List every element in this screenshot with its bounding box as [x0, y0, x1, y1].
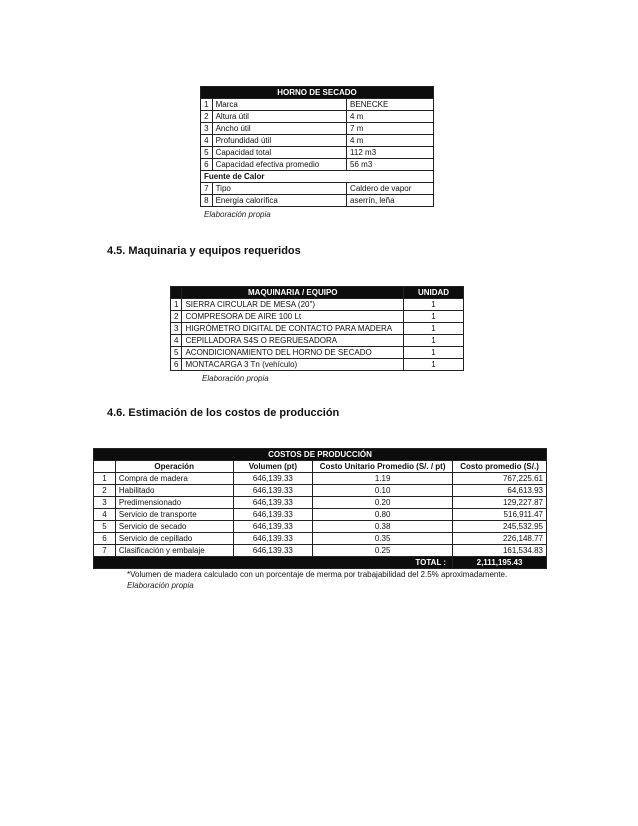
costos-source: Elaboración propia	[127, 581, 194, 590]
row-value: BENECKE	[347, 99, 434, 111]
row-costo-promedio: 64,613.93	[453, 485, 547, 497]
row-number: 6	[94, 533, 116, 545]
row-equipo: MONTACARGA 3 Tn (vehículo)	[182, 359, 404, 371]
table-row	[201, 123, 434, 135]
row-number: 4	[201, 135, 213, 147]
row-costo-promedio: 516,911.47	[453, 509, 547, 521]
row-label: Profundidad útil	[212, 135, 346, 147]
costos-header-volumen: Volumen (pt)	[233, 461, 313, 473]
row-label: Energía calorífica	[212, 195, 346, 207]
row-number: 3	[201, 123, 213, 135]
table-row	[201, 195, 434, 207]
row-number: 8	[201, 195, 213, 207]
maquinaria-header-equipo: MAQUINARIA / EQUIPO	[182, 287, 404, 299]
row-volumen: 646,139.33	[233, 485, 313, 497]
table-row	[94, 473, 547, 485]
table-row	[201, 183, 434, 195]
maquinaria-header-unidad: UNIDAD	[404, 287, 464, 299]
row-number: 6	[201, 159, 213, 171]
table-row	[201, 111, 434, 123]
table-row	[94, 521, 547, 533]
table-row	[201, 135, 434, 147]
table-row	[94, 545, 547, 557]
row-unidad: 1	[404, 359, 464, 371]
maquinaria-table	[170, 286, 464, 371]
row-operacion: Habilitado	[115, 485, 233, 497]
row-label: Altura útil	[212, 111, 346, 123]
row-volumen: 646,139.33	[233, 497, 313, 509]
row-costo-promedio: 161,534.83	[453, 545, 547, 557]
row-equipo: SIERRA CIRCULAR DE MESA (20")	[182, 299, 404, 311]
table-row	[171, 311, 464, 323]
row-costo-unitario: 0.25	[313, 545, 453, 557]
costos-header-operacion: Operación	[115, 461, 233, 473]
costos-header-num	[94, 461, 116, 473]
section-heading-4-5: 4.5. Maquinaria y equipos requeridos	[107, 245, 301, 257]
row-costo-promedio: 245,532.95	[453, 521, 547, 533]
row-volumen: 646,139.33	[233, 545, 313, 557]
costos-header-costo-promedio: Costo promedio (S/.)	[453, 461, 547, 473]
row-label: Marca	[212, 99, 346, 111]
row-number: 3	[94, 497, 116, 509]
row-costo-promedio: 129,227.87	[453, 497, 547, 509]
costos-total-label: TOTAL :	[94, 557, 453, 569]
row-number: 7	[201, 183, 213, 195]
row-number: 3	[171, 323, 182, 335]
row-operacion: Servicio de cepillado	[115, 533, 233, 545]
row-number: 2	[94, 485, 116, 497]
row-number: 2	[171, 311, 182, 323]
row-unidad: 1	[404, 311, 464, 323]
horno-subheader: Fuente de Calor	[201, 171, 434, 183]
maquinaria-source: Elaboración propia	[202, 374, 269, 383]
row-number: 5	[201, 147, 213, 159]
row-operacion: Compra de madera	[115, 473, 233, 485]
maquinaria-header-num	[171, 287, 182, 299]
row-label: Ancho útil	[212, 123, 346, 135]
row-operacion: Predimensionado	[115, 497, 233, 509]
row-value: 112 m3	[347, 147, 434, 159]
horno-source: Elaboración propia	[204, 210, 271, 219]
row-value: 4 m	[347, 135, 434, 147]
row-value: aserrín, leña	[347, 195, 434, 207]
horno-table	[200, 86, 434, 207]
row-number: 1	[94, 473, 116, 485]
table-row	[94, 497, 547, 509]
table-row	[201, 147, 434, 159]
table-row	[171, 359, 464, 371]
row-number: 7	[94, 545, 116, 557]
section-heading-4-6: 4.6. Estimación de los costos de producción	[107, 407, 340, 419]
table-row	[171, 347, 464, 359]
row-value: 4 m	[347, 111, 434, 123]
row-volumen: 646,139.33	[233, 533, 313, 545]
row-value: Caldero de vapor	[347, 183, 434, 195]
costos-title: COSTOS DE PRODUCCIÓN	[94, 449, 547, 461]
row-number: 1	[171, 299, 182, 311]
row-number: 4	[171, 335, 182, 347]
table-row	[171, 299, 464, 311]
row-unidad: 1	[404, 335, 464, 347]
table-row	[171, 323, 464, 335]
table-row	[94, 485, 547, 497]
row-equipo: ACONDICIONAMIENTO DEL HORNO DE SECADO	[182, 347, 404, 359]
row-label: Capacidad total	[212, 147, 346, 159]
row-costo-unitario: 0.10	[313, 485, 453, 497]
row-equipo: CEPILLADORA S4S O REGRUESADORA	[182, 335, 404, 347]
table-row	[201, 159, 434, 171]
costos-header-costo-unitario: Costo Unitario Promedio (S/. / pt)	[313, 461, 453, 473]
row-number: 2	[201, 111, 213, 123]
row-operacion: Clasificación y embalaje	[115, 545, 233, 557]
row-volumen: 646,139.33	[233, 473, 313, 485]
costos-total-value: 2,111,195.43	[453, 557, 547, 569]
row-value: 7 m	[347, 123, 434, 135]
row-number: 5	[94, 521, 116, 533]
row-volumen: 646,139.33	[233, 521, 313, 533]
row-label: Tipo	[212, 183, 346, 195]
row-unidad: 1	[404, 299, 464, 311]
row-volumen: 646,139.33	[233, 509, 313, 521]
table-row	[171, 335, 464, 347]
row-number: 1	[201, 99, 213, 111]
horno-title: HORNO DE SECADO	[201, 87, 434, 99]
row-costo-unitario: 0.80	[313, 509, 453, 521]
costos-note: *Volumen de madera calculado con un porcentaje de merma por trabajabilidad del 2.5% aproximadamente.	[127, 570, 508, 579]
row-operacion: Servicio de secado	[115, 521, 233, 533]
row-costo-unitario: 0.35	[313, 533, 453, 545]
table-row	[201, 99, 434, 111]
row-operacion: Servicio de transporte	[115, 509, 233, 521]
row-value: 56 m3	[347, 159, 434, 171]
table-row	[94, 533, 547, 545]
row-number: 6	[171, 359, 182, 371]
row-number: 5	[171, 347, 182, 359]
row-equipo: COMPRESORA DE AIRE 100 Lt	[182, 311, 404, 323]
row-costo-unitario: 1.19	[313, 473, 453, 485]
row-costo-unitario: 0.20	[313, 497, 453, 509]
row-costo-promedio: 226,148.77	[453, 533, 547, 545]
row-unidad: 1	[404, 347, 464, 359]
table-row	[94, 509, 547, 521]
costos-table	[93, 448, 547, 569]
row-costo-promedio: 767,225.61	[453, 473, 547, 485]
row-equipo: HIGRÓMETRO DIGITAL DE CONTACTO PARA MADERA	[182, 323, 404, 335]
row-label: Capacidad efectiva promedio	[212, 159, 346, 171]
row-number: 4	[94, 509, 116, 521]
row-unidad: 1	[404, 323, 464, 335]
row-costo-unitario: 0.38	[313, 521, 453, 533]
